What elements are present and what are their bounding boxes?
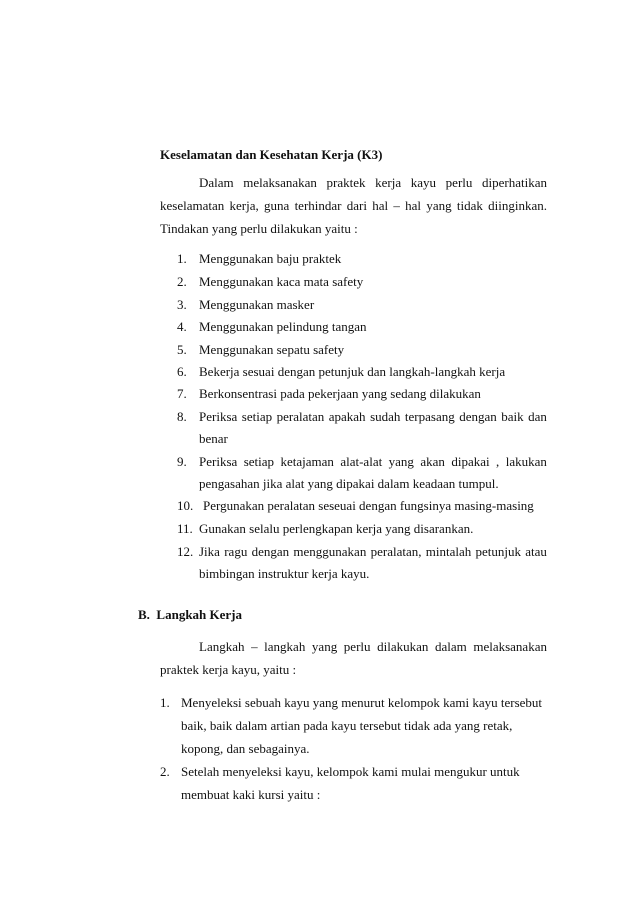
word: – xyxy=(393,198,400,213)
word: guna xyxy=(264,198,290,213)
word: peralatan xyxy=(276,409,325,424)
list-item: Bekerja sesuai dengan petunjuk dan langkah-langkah kerja xyxy=(199,364,506,379)
word: petunjuk xyxy=(475,544,522,559)
list-number: 7. xyxy=(177,386,187,401)
list-number: 8. xyxy=(177,409,187,424)
section-heading-langkah-kerja: B. Langkah Kerja xyxy=(138,607,243,622)
word: dilakukan xyxy=(377,639,429,654)
list-number: 4. xyxy=(177,319,187,334)
word: atau xyxy=(525,544,547,559)
word: apakah xyxy=(328,409,366,424)
word: setiap xyxy=(243,454,275,469)
list-number: 1. xyxy=(177,251,187,266)
word: akan xyxy=(420,454,445,469)
word: kerja, xyxy=(229,198,259,213)
list-item-line: Setelah menyeleksi kayu, kelompok kami mulai mengukur untuk xyxy=(181,764,520,779)
word: langkah xyxy=(264,639,306,654)
word: yang xyxy=(426,198,452,213)
paragraph-line: praktek kerja kayu, yaitu : xyxy=(160,662,297,677)
list-number: 2. xyxy=(177,274,187,289)
list-item-line xyxy=(199,454,547,470)
list-number: 2. xyxy=(160,764,170,779)
word: hal xyxy=(372,198,389,213)
word: melaksanakan xyxy=(243,175,317,190)
list-number: 5. xyxy=(177,342,187,357)
word: setiap xyxy=(241,409,273,424)
word: hal xyxy=(405,198,422,213)
word: yang xyxy=(311,639,338,654)
word: ketajaman xyxy=(280,454,334,469)
list-number: 1. xyxy=(160,695,170,710)
list-item-line: membuat kaki kursi yaitu : xyxy=(181,787,321,802)
list-item: Menggunakan baju praktek xyxy=(199,251,342,266)
list-number: 10. xyxy=(177,498,194,513)
list-item-line: kopong, dan sebagainya. xyxy=(181,741,310,756)
word: diperhatikan xyxy=(482,175,547,190)
word: , xyxy=(496,454,500,469)
word: terhindar xyxy=(294,198,342,213)
paragraph-line xyxy=(199,175,547,191)
list-item: Menggunakan kaca mata safety xyxy=(199,274,364,289)
word: perlu xyxy=(445,175,473,190)
word: – xyxy=(251,639,258,654)
word: melaksanakan xyxy=(473,639,547,654)
word: Dalam xyxy=(199,175,234,190)
word: kayu xyxy=(410,175,437,190)
word: dari xyxy=(346,198,367,213)
word: menggunakan xyxy=(293,544,367,559)
list-item-line xyxy=(199,409,547,425)
word: Periksa xyxy=(199,454,238,469)
word: dan xyxy=(528,409,547,424)
word: terpasang xyxy=(404,409,455,424)
word: mintalah xyxy=(425,544,472,559)
section-heading-k3: Keselamatan dan Kesehatan Kerja (K3) xyxy=(160,147,383,162)
word: sudah xyxy=(370,409,401,424)
list-number: 11. xyxy=(177,521,193,536)
list-item-line: Menyeleksi sebuah kayu yang menurut kelompok kami kayu tersebut xyxy=(181,695,543,710)
word: diinginkan. xyxy=(488,198,547,213)
list-number: 9. xyxy=(177,454,187,469)
word: perlu xyxy=(343,639,371,654)
list-item-line: baik, baik dalam artian pada kayu tersebut tidak ada yang retak, xyxy=(181,718,513,733)
paragraph-line xyxy=(199,639,547,655)
list-number: 6. xyxy=(177,364,187,379)
word: yang xyxy=(388,454,414,469)
word: alat-alat xyxy=(340,454,383,469)
word: dipakai xyxy=(451,454,490,469)
word: dengan xyxy=(251,544,290,559)
list-item: Menggunakan pelindung tangan xyxy=(199,319,367,334)
word: Jika xyxy=(199,544,220,559)
word: Langkah xyxy=(199,639,245,654)
paragraph-line: Tindakan yang perlu dilakukan yaitu : xyxy=(160,221,358,236)
word: praktek xyxy=(326,175,366,190)
list-item: Berkonsentrasi pada pekerjaan yang sedang dilakukan xyxy=(199,386,481,401)
list-item-line: bimbingan instruktur kerja kayu. xyxy=(199,566,370,581)
list-item-line: benar xyxy=(199,431,228,446)
word: keselamatan xyxy=(160,198,225,213)
word: Periksa xyxy=(199,409,238,424)
list-item: Gunakan selalu perlengkapan kerja yang disarankan. xyxy=(199,521,474,536)
word: dalam xyxy=(434,639,467,654)
word: tidak xyxy=(456,198,483,213)
list-item-line: pengasahan jika alat yang dipakai dalam keadaan tumpul. xyxy=(199,476,499,491)
word: kerja xyxy=(375,175,402,190)
list-item-line xyxy=(199,544,547,560)
list-item: Menggunakan masker xyxy=(199,297,315,312)
word: baik xyxy=(501,409,524,424)
word: peralatan, xyxy=(370,544,422,559)
word: ragu xyxy=(224,544,248,559)
list-number: 12. xyxy=(177,544,194,559)
paragraph-line xyxy=(160,198,547,214)
word: dengan xyxy=(459,409,497,424)
word: lakukan xyxy=(505,454,547,469)
list-item: Pergunakan peralatan seseuai dengan fungsinya masing-masing xyxy=(203,498,534,513)
list-number: 3. xyxy=(177,297,187,312)
list-item: Menggunakan sepatu safety xyxy=(199,342,345,357)
